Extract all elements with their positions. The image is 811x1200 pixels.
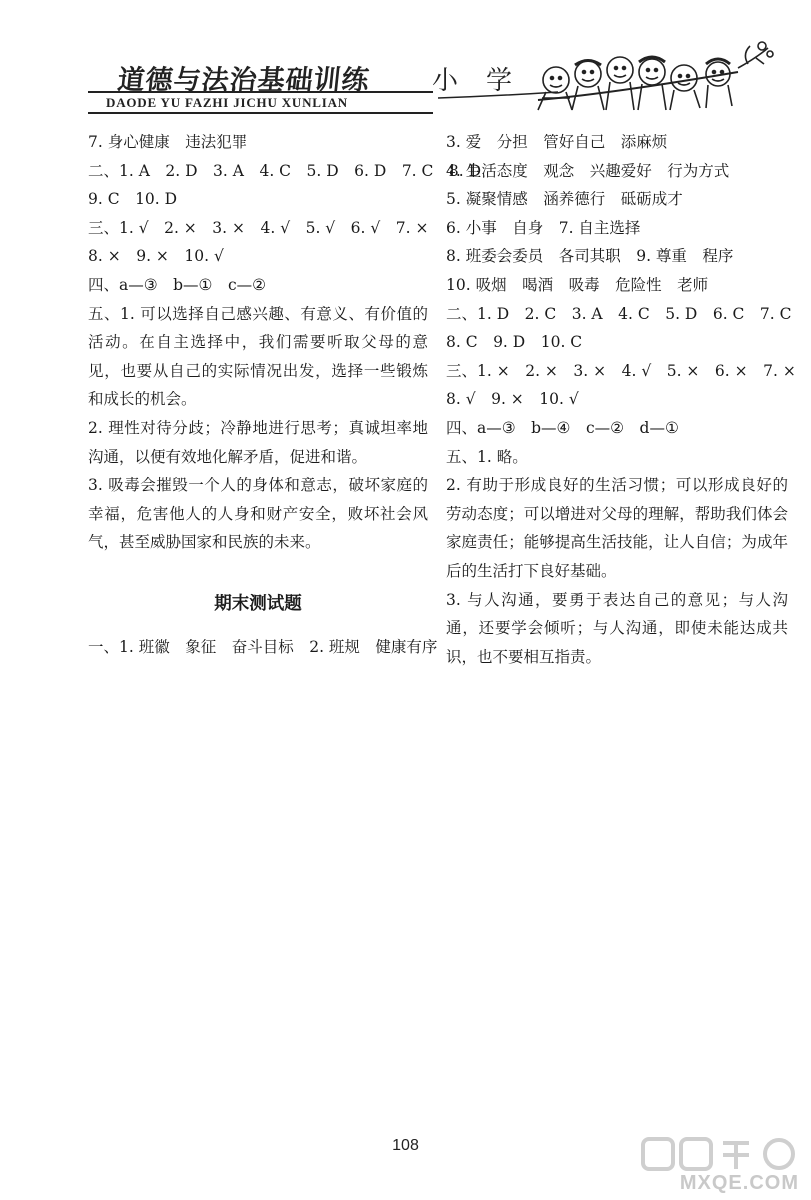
section-title: 期末测试题	[214, 593, 302, 614]
answer-line: 8. C 9. D 10. C	[446, 333, 583, 352]
header-rule-bottom	[88, 112, 433, 114]
page-header	[0, 0, 811, 125]
kids-illustration-icon	[438, 28, 788, 118]
answer-line: 8. √ 9. × 10. √	[446, 390, 579, 409]
answer-line: 三、1. √ 2. × 3. × 4. √ 5. √ 6. √ 7. ×	[88, 218, 429, 237]
answer-line: 9. C 10. D	[88, 190, 178, 209]
page-number: 108	[392, 1137, 419, 1154]
answer-line: 四、a—③ b—① c—②	[88, 275, 267, 294]
right-column	[446, 128, 796, 671]
answer-paragraph: 2. 有助于形成良好的生活习惯；可以形成良好的劳动态度；可以增进对父母的理解，帮助我们体会家庭责任；能够提高生活技能，让人自信；为成年后的生活打下良好基础。	[446, 476, 788, 580]
answer-line: 5. 凝聚情感 涵养德行 砥砺成才	[446, 190, 683, 209]
answer-paragraph: 2. 理性对待分歧；冷静地进行思考；真诚坦率地沟通，以便有效地化解矛盾，促进和谐。	[88, 418, 428, 466]
answer-paragraph: 3. 与人沟通，要勇于表达自己的意见；与人沟通，还要学会倾听；与人沟通，即使未能达成共识，也不要相互指责。	[446, 590, 788, 666]
answer-line: 二、1. D 2. C 3. A 4. C 5. D 6. C 7. C	[446, 304, 792, 323]
school-level: 小学	[432, 66, 541, 96]
answer-line: 8. 班委会委员 各司其职 9. 尊重 程序	[446, 247, 734, 266]
answer-line: 4. 生活态度 观念 兴趣爱好 行为方式	[446, 161, 730, 180]
answer-line: 五、1. 略。	[446, 447, 528, 466]
answer-line: 7. 身心健康 违法犯罪	[88, 133, 248, 151]
answer-line: 8. × 9. × 10. √	[88, 247, 224, 266]
answer-line: 一、1. 班徽 象征 奋斗目标 2. 班规 健康有序	[88, 637, 438, 656]
answer-line: 二、1. A 2. D 3. A 4. C 5. D 6. D 7. C 8. D	[88, 161, 482, 180]
answer-paragraph: 3. 吸毒会摧毁一个人的身体和意志，破坏家庭的幸福，危害他人的人身和财产安全，败坏社会风气，甚至威胁国家和民族的未来。	[88, 476, 428, 552]
answer-paragraph: 五、1. 可以选择自己感兴趣、有意义、有价值的活动。在自主选择中，我们需要听取父母的意见，也要从自己的实际情况出发，选择一些锻炼和成长的机会。	[88, 304, 428, 409]
answer-line: 三、1. × 2. × 3. × 4. √ 5. × 6. × 7. ×	[446, 361, 796, 380]
answer-line: 3. 爱 分担 管好自己 添麻烦	[446, 133, 668, 151]
answer-line: 6. 小事 自身 7. 自主选择	[446, 218, 641, 237]
left-column	[88, 128, 482, 662]
answer-line: 10. 吸烟 喝酒 吸毒 危险性 老师	[446, 275, 709, 294]
watermark-text: MXQE.COM	[679, 1172, 799, 1194]
book-title: 道德与法治基础训练	[116, 65, 372, 96]
book-title-pinyin: DAODE YU FAZHI JICHU XUNLIAN	[106, 95, 348, 110]
answer-line: 四、a—③ b—④ c—② d—①	[446, 418, 679, 437]
